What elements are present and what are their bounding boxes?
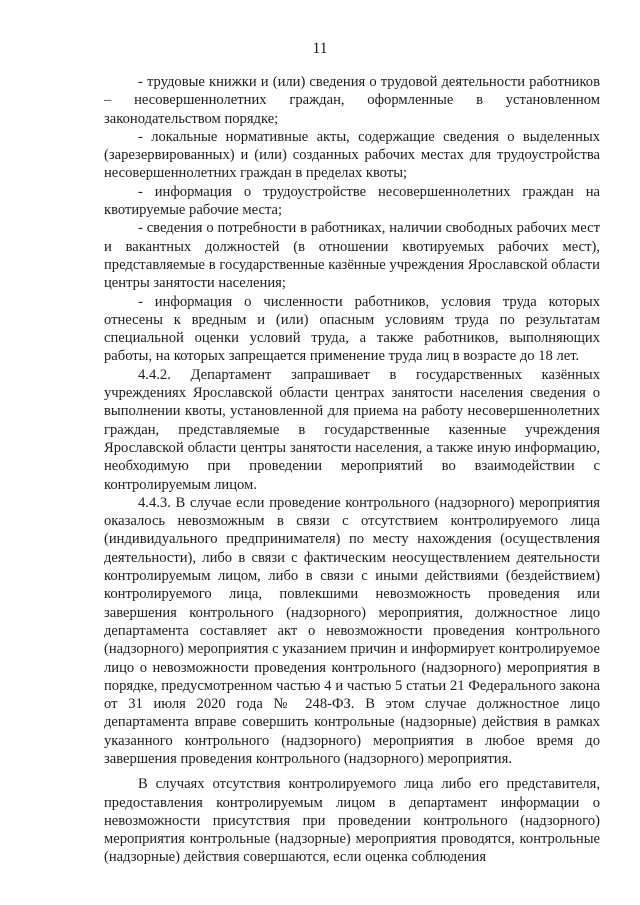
paragraph-absence-cases: В случаях отсутствия контролируемого лица либо его представителя, предоставления контролируемым лицом в департамент информации о невозможности присутствия при проведении контрольного (надзорного) мероприятия контрольные (надзорные) мероприятия проводятся, контрольные (надзорные) действия совершаются, если оценка соблюдения bbox=[104, 776, 600, 866]
paragraph-4-4-2: 4.4.2. Департамент запрашивает в государственных казённых учреждениях Ярославской области центрах занятости населения сведения о выполнении квоты, установленной для приема на работу несовершеннолетних граждан, представляемые в государственные казенные учреждения Ярославской области центры занятости населения, а также иную информацию, необходимую при проведении мероприятий во взаимодействии с контролируемым лицом. bbox=[104, 366, 600, 493]
document-body bbox=[104, 73, 600, 867]
paragraph-work-books: - трудовые книжки и (или) сведения о трудовой деятельности работников – несовершеннолетних граждан, оформленные в установленном законодательством порядке; bbox=[104, 74, 600, 127]
paragraph-4-4-3: 4.4.3. В случае если проведение контрольного (надзорного) мероприятия оказалось невозможным в связи с отсутствием контролируемого лица (индивидуального предпринимателя) по месту нахождения (осуществления деятельности), либо в связи с фактическим неосуществлением деятельности контролируемым лицом, либо в связи с иными действиями (бездействием) контролируемого лица, повлекшими невозможность проведения или завершения контрольного (надзорного) мероприятия, должностное лицо департамента составляет акт о невозможности проведения контрольного (надзорного) мероприятия с указанием причин и информирует контролируемое лицо о невозможности проведения контрольного (надзорного) мероприятия в порядке, предусмотренном частью 4 и частью 5 статьи 21 Федерального закона от 31 июля 2020 года № 248-ФЗ. В этом случае должностное лицо департамента вправе совершить контрольные (надзорные) действия в рамках указанного контрольного (надзорного) мероприятия в любое время до завершения проведения контрольного (надзорного) мероприятия. bbox=[104, 494, 600, 767]
paragraph-local-acts: - локальные нормативные акты, содержащие сведения о выделенных (зарезервированных) и (или) созданных рабочих местах для трудоустройства несовершеннолетних граждан в пределах квоты; bbox=[104, 128, 600, 182]
page-number: 11 bbox=[312, 40, 328, 57]
paragraph-vacancy-info: - сведения о потребности в работниках, наличии свободных рабочих мест и вакантных должностей (в отношении квотируемых рабочих мест), представляемые в государственные казённые учреждения Ярославской области центры занятости населения; bbox=[104, 220, 600, 292]
paragraph-employment-info: - информация о трудоустройстве несовершеннолетних граждан на квотируемые рабочие места; bbox=[104, 183, 600, 219]
paragraph-harmful-conditions: - информация о численности работников, условия труда которых отнесены к вредным и (или) опасным условиям труда по результатам специальной оценки условий труда, а также работников, выполняющих работы, на которых запрещается применение труда лиц в возрасте до 18 лет. bbox=[104, 293, 600, 365]
